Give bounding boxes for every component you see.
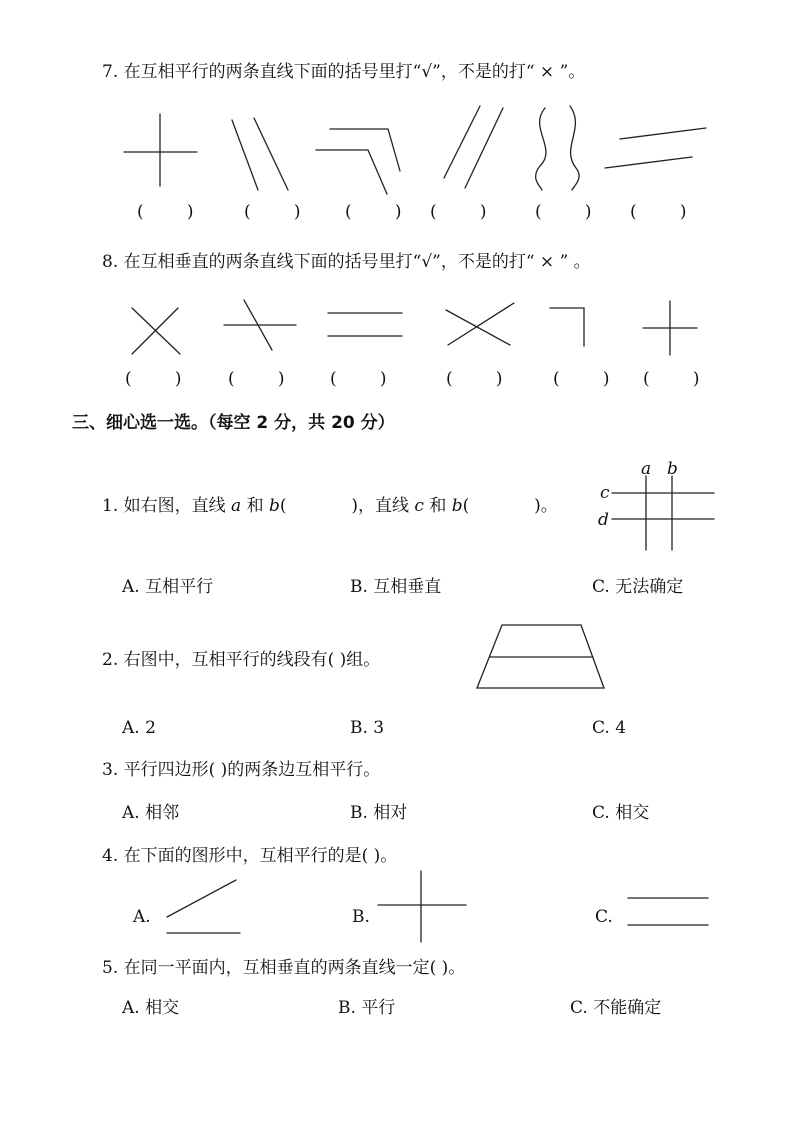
s3q5-option-b[interactable]: B. 平行 <box>338 998 396 1018</box>
s3-question-5-text: 5. 在同一平面内，互相垂直的两条直线一定( )。 <box>102 958 466 978</box>
fig-label-c: c <box>600 483 610 503</box>
q7-answer-blank-6[interactable]: ( ) <box>630 202 687 222</box>
section-3-title: 三、细心选一选。（每空 2 分，共 20 分） <box>72 413 395 433</box>
s3q1-option-c[interactable]: C. 无法确定 <box>592 577 684 597</box>
q8-answer-blank-4[interactable]: ( ) <box>446 369 503 389</box>
s3q2-option-b[interactable]: B. 3 <box>350 718 385 738</box>
s3q4-option-b[interactable]: B. <box>352 907 370 927</box>
q1-answer-blank-2[interactable]: ( ) <box>462 496 541 516</box>
s3q3-option-a[interactable]: A. 相邻 <box>122 803 180 823</box>
s3-question-4-text: 4. 在下面的图形中，互相平行的是( )。 <box>102 846 398 866</box>
q7-answer-blank-2[interactable]: ( ) <box>244 202 301 222</box>
q1-var-a: a <box>231 496 242 516</box>
fig-label-d: d <box>598 510 609 530</box>
s3q4-option-a[interactable]: A. <box>133 907 151 927</box>
s3q1-option-b[interactable]: B. 互相垂直 <box>350 577 442 597</box>
question-8-text: 8. 在互相垂直的两条直线下面的括号里打“√”，不是的打“ × ” 。 <box>102 252 591 272</box>
q1-text-c: ，直线 <box>358 496 409 516</box>
q7-answer-blank-3[interactable]: ( ) <box>345 202 402 222</box>
q8-answer-blank-6[interactable]: ( ) <box>643 369 700 389</box>
s3q4-option-c[interactable]: C. <box>595 907 613 927</box>
s3q3-option-b[interactable]: B. 相对 <box>350 803 408 823</box>
q1-var-c: c <box>414 496 424 516</box>
s3q3-option-c[interactable]: C. 相交 <box>592 803 650 823</box>
question-7-text: 7. 在互相平行的两条直线下面的括号里打“√”，不是的打“ × ”。 <box>102 62 586 82</box>
s3q4-figure-b <box>378 871 466 942</box>
q7-answer-blank-5[interactable]: ( ) <box>535 202 592 222</box>
q1-text-a: 1. 如右图，直线 <box>102 496 226 516</box>
s3q2-option-c[interactable]: C. 4 <box>592 718 627 738</box>
q8-answer-blank-3[interactable]: ( ) <box>330 369 387 389</box>
s3q5-option-c[interactable]: C. 不能确定 <box>570 998 662 1018</box>
q1-end: 。 <box>540 496 558 516</box>
fig-label-b: b <box>667 459 678 479</box>
s3q1-option-a[interactable]: A. 互相平行 <box>122 577 214 597</box>
q7-answer-blank-4[interactable]: ( ) <box>430 202 487 222</box>
s3q4-figure-a <box>167 880 240 933</box>
s3-question-2-text: 2. 右图中，互相平行的线段有( )组。 <box>102 650 381 670</box>
q1-he-1: 和 <box>246 496 264 516</box>
s3q4-figure-c <box>628 898 708 925</box>
fig-label-a: a <box>641 459 652 479</box>
q1-var-b-2: b <box>451 496 463 516</box>
q1-answer-blank-1[interactable]: ( ) <box>279 496 358 516</box>
q1-var-b: b <box>268 496 280 516</box>
q1-he-2: 和 <box>429 496 447 516</box>
s3q2-option-a[interactable]: A. 2 <box>122 718 156 738</box>
q7-answer-blank-1[interactable]: ( ) <box>137 202 194 222</box>
q8-answer-blank-5[interactable]: ( ) <box>553 369 610 389</box>
q8-answer-blank-2[interactable]: ( ) <box>228 369 285 389</box>
s3-question-3-text: 3. 平行四边形( )的两条边互相平行。 <box>102 760 381 780</box>
s3q5-option-a[interactable]: A. 相交 <box>122 998 180 1018</box>
q8-answer-blank-1[interactable]: ( ) <box>125 369 182 389</box>
